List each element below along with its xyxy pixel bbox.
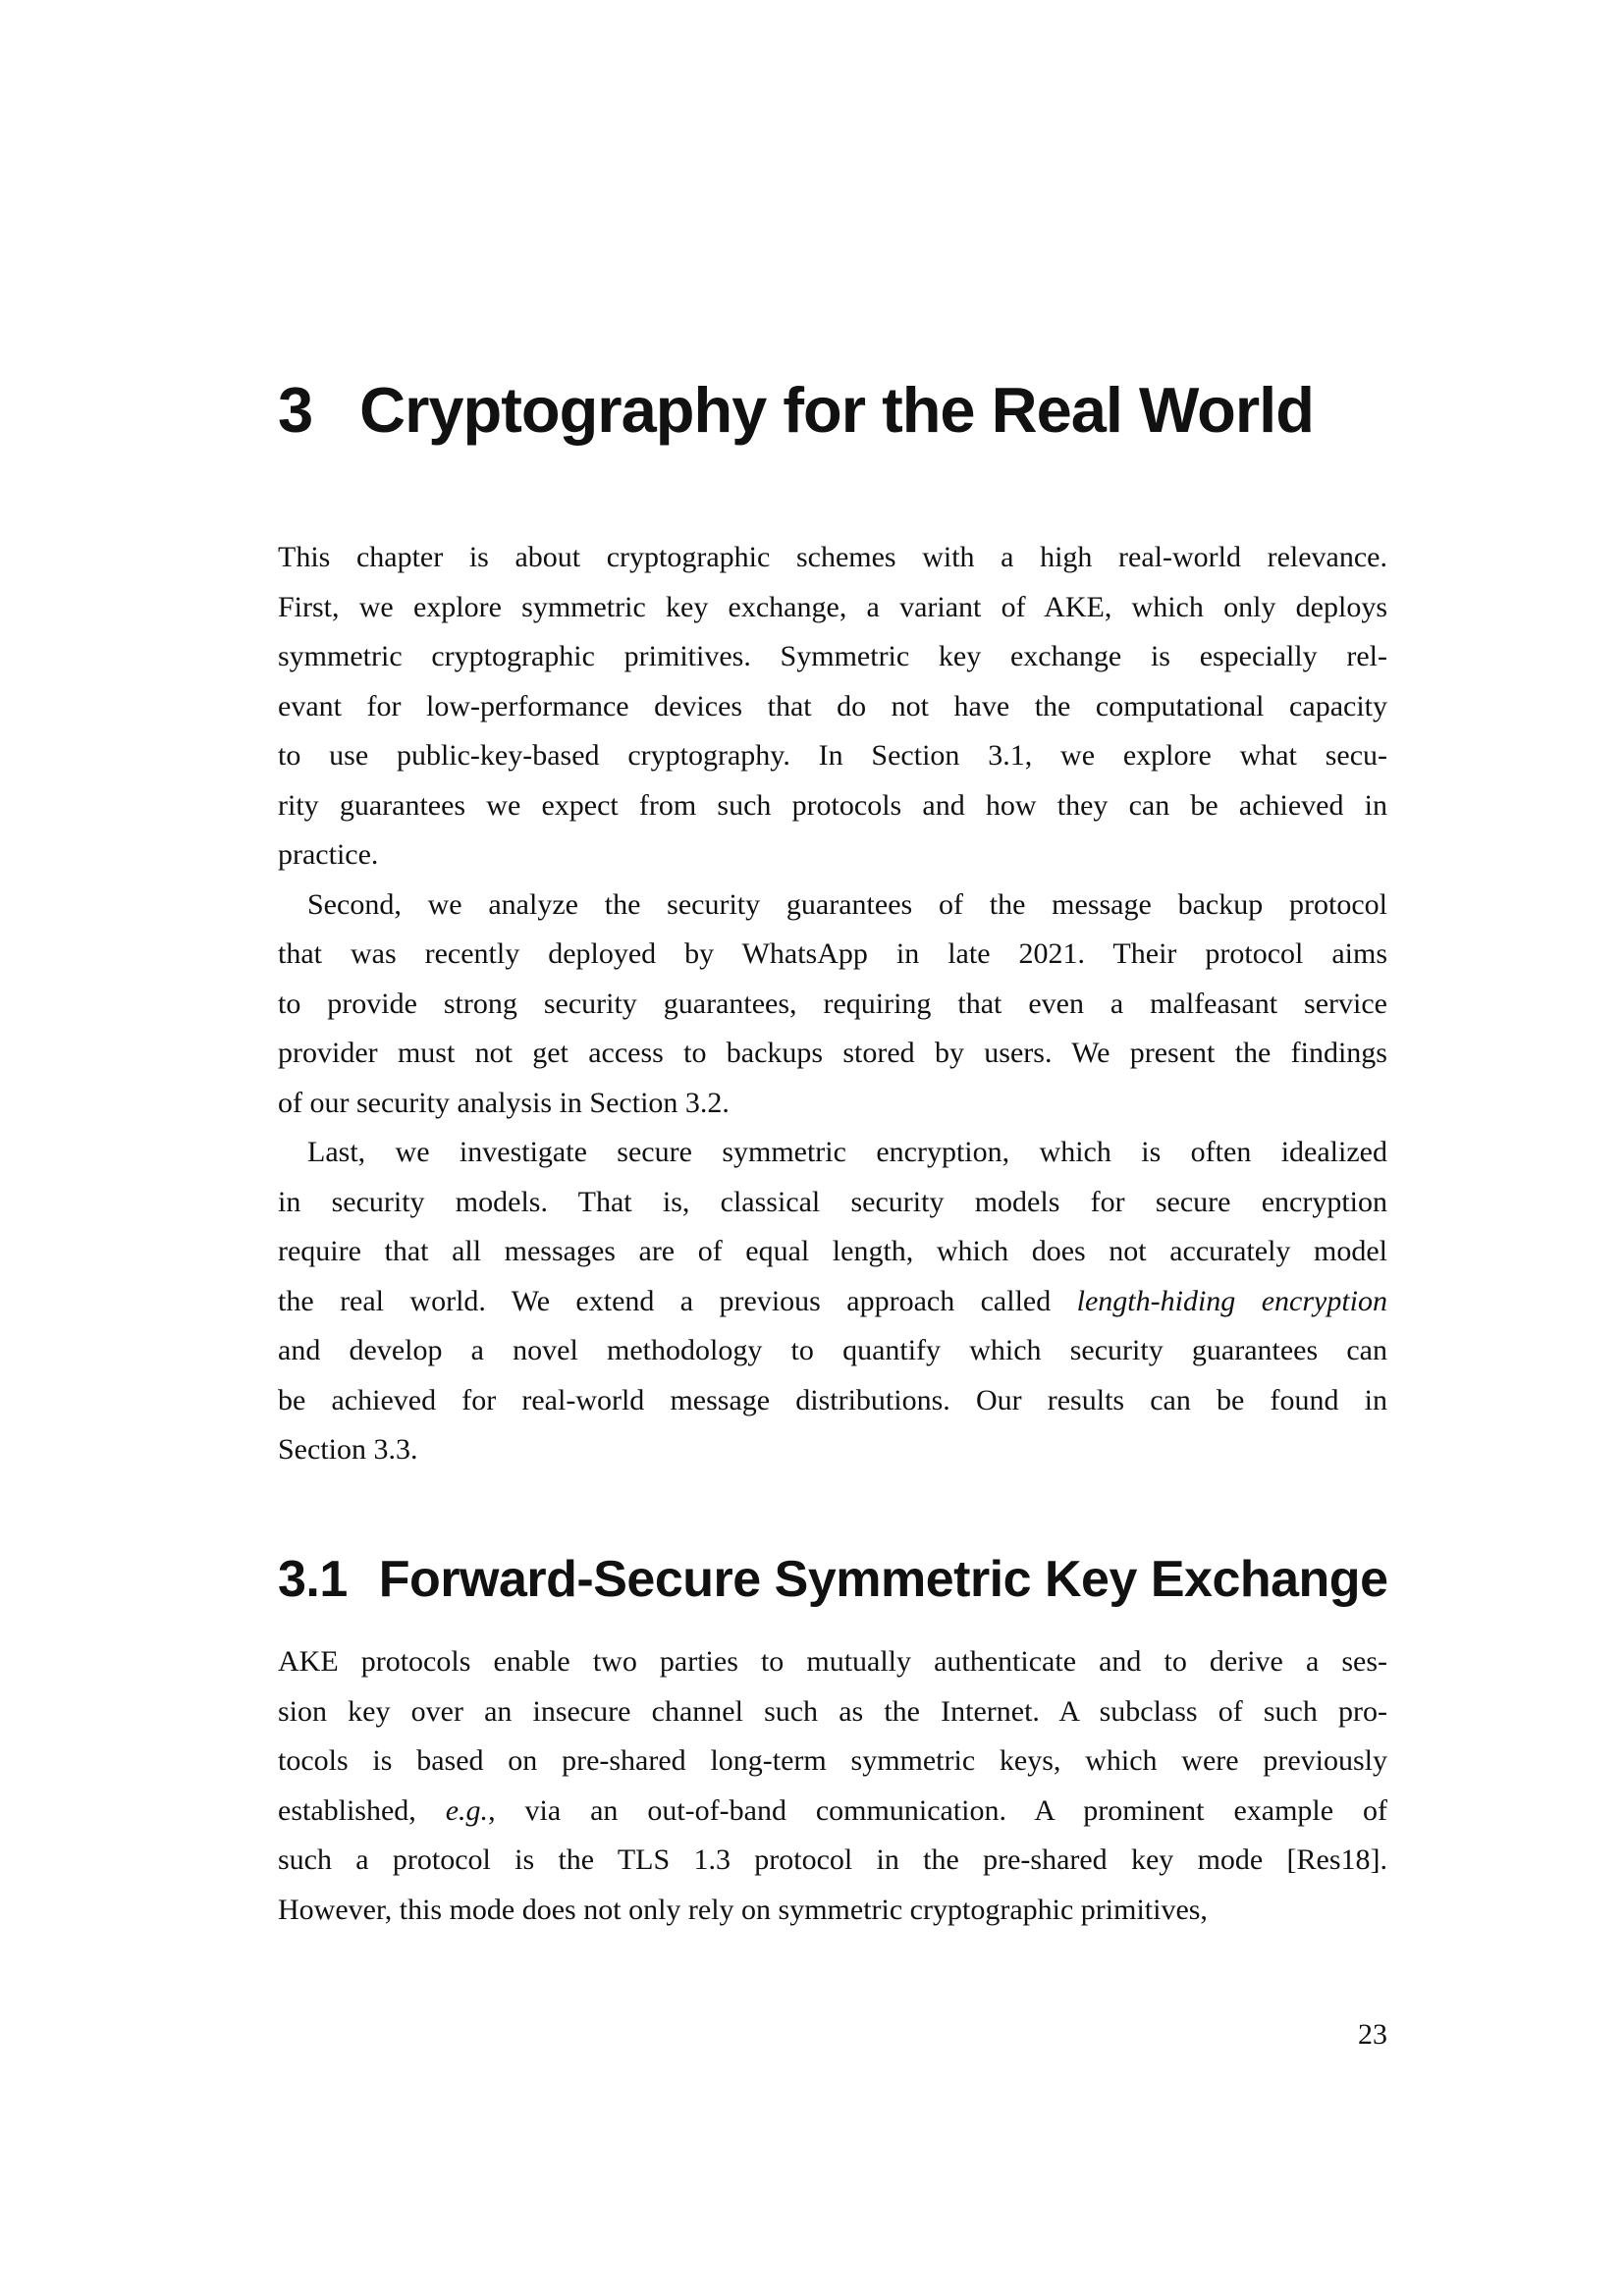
text-line: the real world. We extend a previous approach called length-hiding encryption	[278, 1284, 1388, 1317]
text-line: established, e.g., via an out-of-band communication. A prominent example of	[278, 1793, 1387, 1827]
italic-term: length-hiding encryption	[1076, 1284, 1388, 1317]
text-line: symmetric cryptographic primitives. Symmetric key exchange is especially rel-	[278, 640, 1387, 672]
text-line: This chapter is about cryptographic schemes with a high real-world relevance.	[278, 541, 1387, 573]
text-line: Section 3.3.	[278, 1433, 418, 1466]
text-line: However, this mode does not only rely on symmetric cryptographic primitives,	[278, 1893, 1208, 1926]
text-line: be achieved for real-world message distributions. Our results can be found in	[278, 1383, 1387, 1416]
chapter-number: 3	[278, 374, 313, 446]
text-line: evant for low-performance devices that do not have the computational capacity	[278, 689, 1387, 722]
text-line: in security models. That is, classical security models for secure encryption	[278, 1185, 1387, 1218]
text-line: First, we explore symmetric key exchange, a variant of AKE, which only deploys	[278, 590, 1387, 623]
page-number: 23	[1358, 2018, 1387, 2051]
section-number: 3.1	[278, 1551, 348, 1608]
chapter-title: Cryptography for the Real World	[359, 374, 1314, 446]
text-line: AKE protocols enable two parties to mutually authenticate and to derive a ses-	[278, 1645, 1387, 1678]
intro-paragraphs	[278, 533, 1387, 1475]
section-title: Forward-Secure Symmetric Key Exchange	[378, 1551, 1388, 1608]
text-line: provider must not get access to backups stored by users. We present the findings	[278, 1037, 1387, 1069]
text-line: rity guarantees we expect from such protocols and how they can be achieved in	[278, 788, 1387, 822]
section-paragraphs	[278, 1637, 1387, 1935]
italic-term: e.g.	[445, 1793, 489, 1827]
text-line: such a protocol is the TLS 1.3 protocol in the pre-shared key mode [Res18].	[278, 1843, 1387, 1876]
text-line: tocols is based on pre-shared long-term symmetric keys, which were previously	[278, 1744, 1387, 1777]
text-line: Second, we analyze the security guarantees of the message backup protocol	[307, 887, 1387, 921]
text-line: of our security analysis in Section 3.2.	[278, 1086, 730, 1119]
text-line: practice.	[278, 838, 379, 871]
text-line: to provide strong security guarantees, requiring that even a malfeasant service	[278, 987, 1387, 1020]
text-line: sion key over an insecure channel such as the Internet. A subclass of such pro-	[278, 1694, 1387, 1728]
text-line: that was recently deployed by WhatsApp in late 2021. Their protocol aims	[278, 937, 1387, 970]
text-line: and develop a novel methodology to quantify which security guarantees can	[278, 1334, 1387, 1366]
text-line: require that all messages are of equal length, which does not accurately model	[278, 1235, 1387, 1267]
text-line: Last, we investigate secure symmetric encryption, which is often idealized	[307, 1136, 1387, 1168]
text-line: to use public-key-based cryptography. In Section 3.1, we explore what secu-	[278, 739, 1387, 772]
section-heading	[278, 1551, 1388, 1608]
chapter-heading	[278, 374, 1387, 446]
